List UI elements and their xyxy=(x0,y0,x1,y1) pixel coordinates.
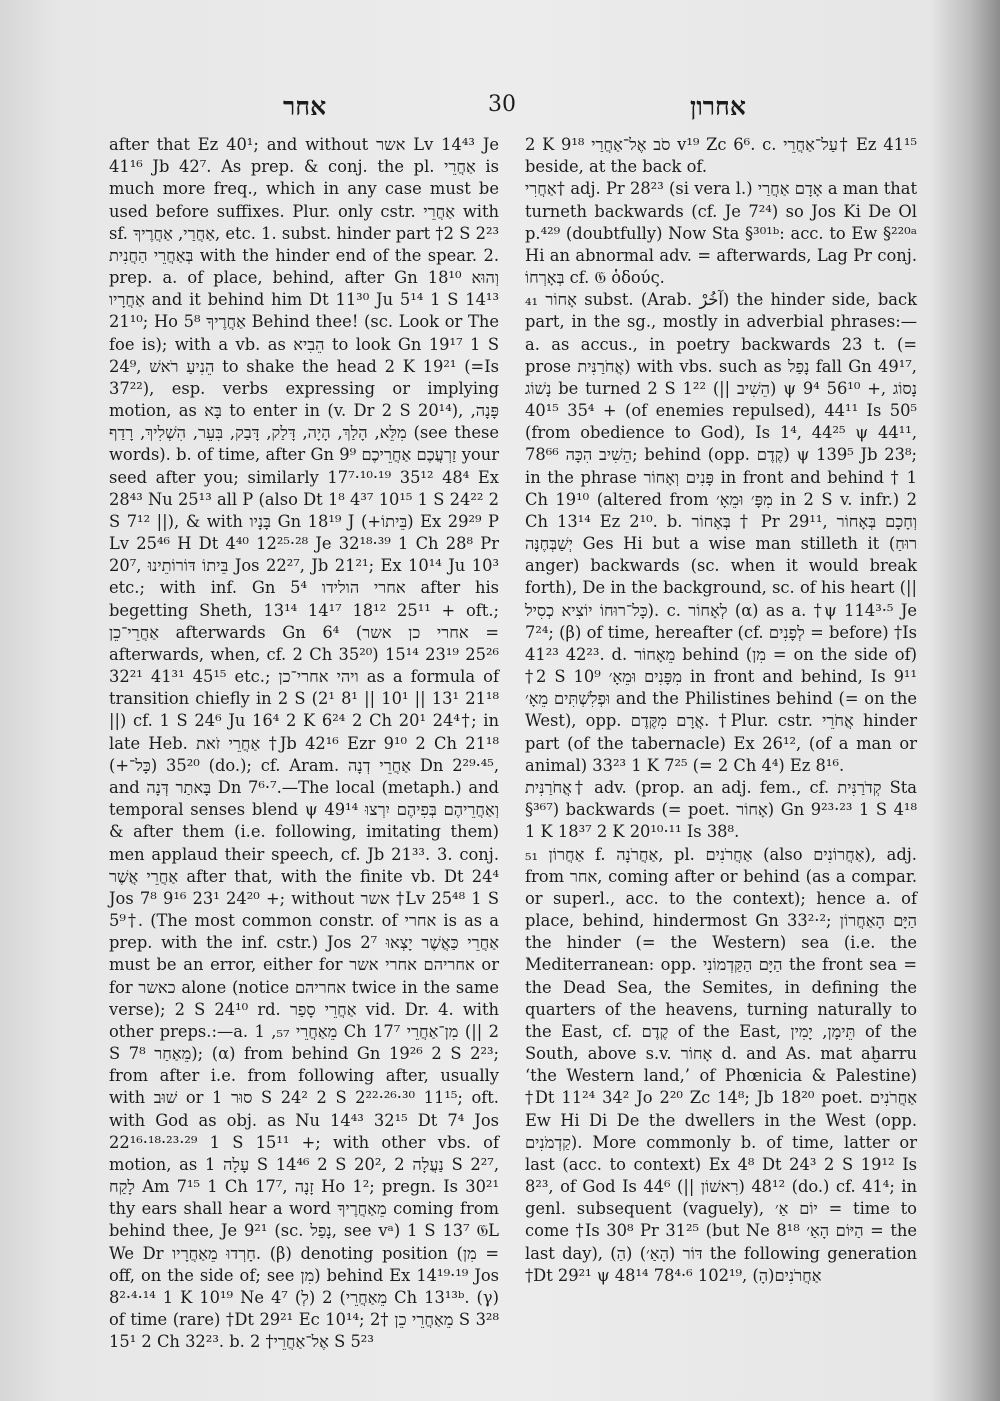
entry-continuation-text: 2 K 9¹⁸ סֹב אֶל־אַחֲרַי v¹⁹ Zc 6⁶. c. עַל־אַחֲרֵי† Ez 41¹⁵ beside, at the back of. xyxy=(525,135,917,177)
entry-achorannit-adv: אֲחֹרַנִּית† adv. (prop. an adj. fem., cf. קְדֹרַנִּית Sta §³⁶⁷) backwards (= poet. אָחוֹר) Gn 9²³·²³ 1 S 4¹⁸ 1 K 18³⁷ 2 K 20¹⁰·¹¹ Is 38⁸. xyxy=(525,777,917,842)
entry-achor-subst: אָחוֹר ₄₁ subst. (Arab. آخُرْ) the hinder side, back part, in the sg., mostly in adverbial phrases:—a. as accus., in poetry backwards 23 t. (= prose אֲחֹרַנִּית) with vbs. such as נָפַל fall Gn 49¹⁷, נָשׁוֹג be turned 2 S 1²² (|| הֵשִׁיב) ψ 9⁴ 56¹⁰ +, נָסוֹג 35⁴ 40¹⁵ + (of enemies repulsed), 44¹¹ Is 50⁵ (from obedience to God), Is 1⁴, 44²⁵ ψ 44¹¹, הֵשִׁיב הִכָּה 78⁶⁶; behind (opp. קֶדֶם) ψ 139⁵ Jb 23⁸; in the phrase פָּנִים וְאָחוֹר in front and behind † 1 Ch 19¹⁰ (altered from מִפָּ׳ וּמֵאָ׳ in 2 S v. infr.) 2 Ch 13¹⁴ Ez 2¹⁰. b. בְּאָחוֹר † Pr 29¹¹, וְחָכָם בְּאָחוֹר יְשַׁבְּחֶנָּה Ges Hi but a wise man stilleth it (רוּחַ anger) backwards (sc. when it would break forth), De in the background, sc. of his heart (|| כָּל־רוּחוֹ יוֹצִיא כְסִיל). c. לְאָחוֹר (α) as a. †ψ 114³·⁵ Je 7²⁴; (β) of time, hereafter (cf. לְפָנִים = before) †Is 41²³ 42²³. d. מֵאָחוֹר behind (מִן = on the side of) †2 S 10⁹ מִפָּנִים וּמֵאָ׳ in front and behind, Is 9¹¹ וּפְלִשְׁתִּים מֵאָ׳ and the Philistines behind (= on the West), opp. אֲרָם מִקֶּדֶם. †Plur. cstr. אֲחֹרֵי hinder part (of the tabernacle) Ex 26¹², (of a man or animal) 33²³ 1 K 7²⁵ (= 2 Ch 4⁴) Ez 8¹⁶. xyxy=(525,290,918,775)
running-head-left: אחר xyxy=(283,92,327,121)
page-number: 30 xyxy=(488,92,516,117)
running-head-right: אחרון xyxy=(690,92,746,121)
right-column xyxy=(525,134,917,1287)
entry-acharay-adj: אַחֲרִי† adj. Pr 28²³ (si vera l.) אָדָם אַחֲרַי a man that turneth backwards (cf. Je 7²⁴) so Jos Ki De Ol p.⁴²⁹ (doubtfully) Now Sta §³⁰¹ᵇ: acc. to Ew §²²⁰ᵃ Hi an abnormal adv. = afterwards, Lag Pr conj. בְּאָרְחוֹ cf. 𝔊 ὁδούς. xyxy=(525,179,917,288)
entry-continuation-text: after that Ez 40¹; and without אשר Lv 14⁴³ Je 41¹⁶ Jb 42⁷. As prep. & conj. the pl. אַחֲרֵי is much more freq., which in any case must be used before suffixes. Plur. only cstr. אַחֲרֵי with sf. אַחֲרַי, אַחֲרֶיךָ, etc. 1. subst. hinder part †2 S 2²³ בְּאַחֲרֵי הַחֲנִית with the hinder end of the spear. 2. prep. a. of place, behind, after Gn 18¹⁰ וְהוּא אַחֲרָיו and it behind him Dt 11³⁰ Ju 5¹⁴ 1 S 14¹³ 21¹⁰; Ho 5⁸ אַחֲרֶיךָ Behind thee! (sc. Look or The foe is); with a vb. as הֵבִיא to look Gn 19¹⁷ 1 S 24⁹, הֵנִיעַ רֹאשׁ to shake the head 2 K 19²¹ (=Is 37²²), esp. verbs expressing or implying motion, as בָּא to enter in (v. Dr 2 S 20¹⁴), פָּנָה, מִלֵּא, הָלַךְ, הָיָה, דָּלַק, דָּבַק, בִּעֵר, הִשְׁלִיךְ, רָדַף (see these words). b. of time, after Gn 9⁹ זַרְעֲכֶם אַחֲרֵיכֶם your seed after you; similarly 17⁷·¹⁰·¹⁹ 35¹² 48⁴ Ex 28⁴³ Nu 25¹³ all P (also Dt 1⁸ 4³⁷ 10¹⁵ 1 S 24²² 2 S 7¹² ||), & with בָּנָיו Gn 18¹⁹ J (+בֵּיתוֹ) Ex 29²⁹ P Lv 25⁴⁶ H Dt 4⁴⁰ 12²⁵·²⁸ Je 32¹⁸·³⁹ 1 Ch 28⁸ Pr 20⁷, בֵּיתוֹ דּוֹרוֹתֵינוּ Jos 22²⁷, Jb 21²¹; Ex 10¹⁴ Ju 10³ etc.; with inf. Gn 5⁴ אחרי הולידו after his begetting Sheth, 13¹⁴ 14¹⁷ 18¹² 25¹¹ + oft.; אַחֲרֵי־כֵן afterwards Gn 6⁴ (אחרי כן אשר = afterwards, when, cf. 2 Ch 35²⁰) 15¹⁴ 23¹⁹ 25²⁶ 32²¹ 41³¹ 45¹⁵ etc.; ויהי אחרי־כן as a formula of transition chiefly in 2 S (2¹ 8¹ || 10¹ || 13¹ 21¹⁸ ||) cf. 1 S 24⁶ Ju 16⁴ 2 K 6²⁴ 2 Ch 20¹ 24⁴†; in late Heb. אַחֲרֵי זֹאת †Jb 42¹⁶ Ezr 9¹⁰ 2 Ch 21¹⁸ (+כָּל־) 35²⁰ (do.); cf. Aram. אַחֲרֵי דְנָה Dn 2²⁹·⁴⁵, and בָּאתַר דְּנָה Dn 7⁶·⁷.—The local (metaph.) and temporal senses blend ψ 49¹⁴ וְאַחֲרֵיהֶם בְּפִיהֶם יִרְצוּ & after them (i.e. following, imitating them) men applaud their speech, cf. Jb 21³³. 3. conj. אַחֲרֵי אֲשֶׁר after that, with the finite vb. Dt 24⁴ Jos 7⁸ 9¹⁶ 23¹ 24²⁰ +; without אשר †Lv 25⁴⁸ 1 S 5⁹†. (The most common constr. of אחרי is as a prep. with the inf. cstr.) Jos 2⁷ אַחֲרֵי כַּאֲשֶׁר יָצְאוּ must be an error, either for אחריהם אחרי אשר or for כאשר alone (notice אחריהם twice in the same verse); 2 S 24¹⁰ rd. אַחֲרֵי סָפַר vid. Dr. 4. with other preps.:—a. מֵאַחֲרֵי ₅₇, 1 Ch 17⁷ מִן־אַחֲרֵי (|| 2 S 7⁸ מֵאַחַר); (α) from behind Gn 19²⁶ 2 S 2²³; from after i.e. from following after, usually with שׁוּב or סוּר 1 S 24² 2 S 2²²·²⁶·³⁰ 11¹⁵; oft. with God as obj. as Nu 14⁴³ 32¹⁵ Dt 7⁴ Jos 22¹⁶·¹⁸·²³·²⁹ 1 S 15¹¹ +; with other vbs. of motion, as עָלָה 1 S 14⁴⁶ 2 S 20², נַעֲלָה 2 S 2²⁷, לָקַח Am 7¹⁵ 1 Ch 17⁷, זָנָה Ho 1²; pregn. Is 30²¹ thy ears shall hear a word מֵאַחֲרֶיךָ coming from behind thee, Je 9²¹ (sc. נָפַל, see vᵃ) 1 S 13⁷ 𝔊L We Dr חָרְדוּ מֵאַחֲרָיו. (β) denoting position (מִן = off, on the side of; see מִן) behind Ex 14¹⁹·¹⁹ Jos 8²·⁴·¹⁴ 1 K 10¹⁹ Ne 4⁷ (לְ) מֵאַחֲרֵי) 2 Ch 13¹³ᵇ. (γ) of time (rare) †Dt 29²¹ Ec 10¹⁴; מֵאַחֲרֵי כֵן †2 S 3²⁸ 15¹ 2 Ch 32²³. b. אֶל־אַחֲרֵי† 2 S 5²³ xyxy=(109,135,500,1352)
entry-acharon-adj: אַחֲרוֹן ₅₁ f. אַחֲרֹנָה, pl. אַחֲרֹנִים (also אַחֲרוֹנִים), adj. from אחר, coming after or behind (as a compar. or superl., acc. to the context); hence a. of place, behind, hindermost Gn 33²·²; הַיָּם הָאַחֲרוֹן the hinder (= the Western) sea (i.e. the Mediterranean: opp. הַיָּם הַקַּדְמוֹנִי the front sea = the Dead Sea, the Semites, in defining the quarters of the heavens, turning naturally to the East, cf. קֶדֶם of the East, תֵּימָן, יָמִין of the South, above s.v. אָחוֹר d. and As. mat aḫarru ‘the Western land,’ of Phœnicia & Palestine) †Dt 11²⁴ 34² Jo 2²⁰ Zc 14⁸; Jb 18²⁰ poet. אַחֲרֹנִים Ew Hi Di De the dwellers in the West (opp. קַדְמֹנִים). More commonly b. of time, latter or last (acc. to context) Ex 4⁸ Dt 24³ 2 S 19¹² Is 8²³, of God Is 44⁶ (|| רִאשׁוֹן) 48¹² (do.) cf. 41⁴; in genl. subsequent (vaguely), יוֹם אַ׳ = time to come †Is 30⁸ Pr 31²⁵ (but Ne 8¹⁸ הַיּוֹם הָאַ׳ = the last day), (הַ) דּוֹר (הָאַ׳) the following generation †Dt 29²¹ ψ 48¹⁴ 78⁴·⁶ 102¹⁹, (הָ)אַחֲרֹנִים xyxy=(525,844,918,1285)
left-column xyxy=(109,134,499,1353)
